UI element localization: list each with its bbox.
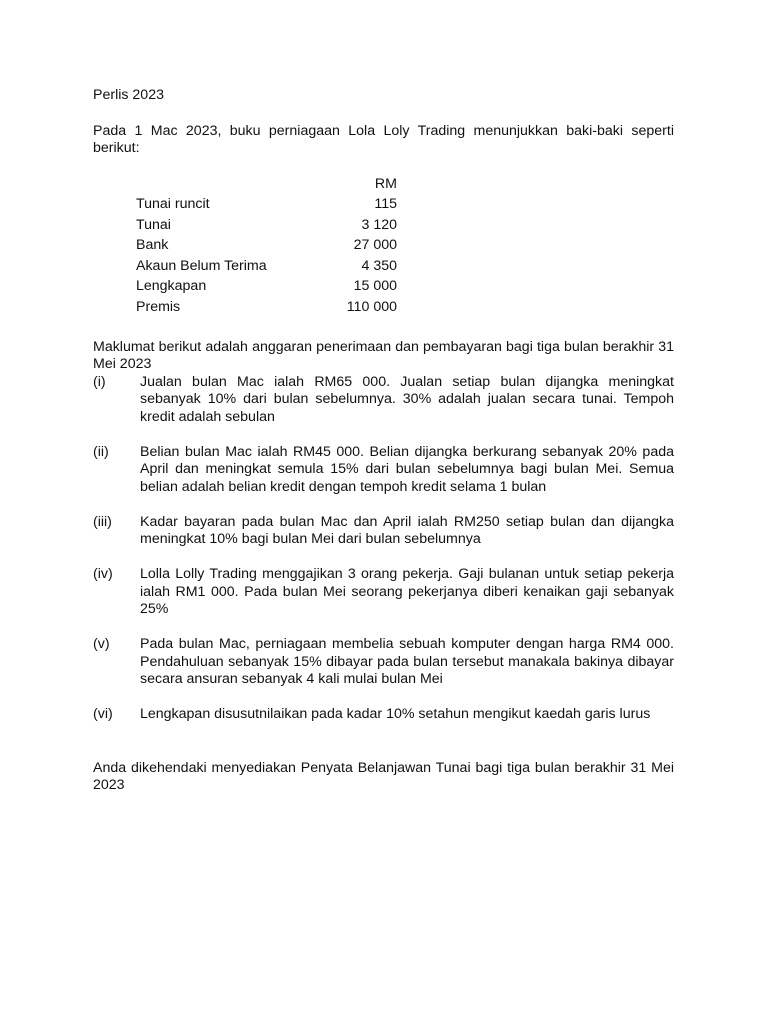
item-number: (i) [93,373,106,390]
list-item [93,514,674,549]
item-text: Belian bulan Mac ialah RM45 000. Belian dijangka berkurang sebanyak 20% pada April dan meningkat semula 15% dari bulan sebelumnya bagi bulan Mei. Semua belian adalah belian kredit dengan tempoh kredit selama 1 bulan [140,443,674,495]
currency-header: RM [374,175,397,192]
item-number: (iii) [93,513,112,530]
item-number: (ii) [93,443,109,460]
list-item [93,566,674,619]
closing-paragraph: Anda dikehendaki menyediakan Penyata Belanjawan Tunai bagi tiga bulan berakhir 31 Mei 2023 [93,759,674,794]
balance-label: Bank [136,237,169,254]
balance-amount: 4 350 [361,257,397,274]
balance-label: Tunai runcit [136,196,210,213]
balance-row [136,258,397,279]
balances-table [136,176,397,320]
balance-row [136,278,397,299]
balance-row [136,299,397,320]
item-number: (vi) [93,706,113,723]
balance-amount: 3 120 [361,216,397,233]
list-item [93,374,674,427]
balance-amount: 110 000 [346,299,397,316]
item-text: Jualan bulan Mac ialah RM65 000. Jualan setiap bulan dijangka meningkat sebanyak 10% dari bulan sebelumnya. 30% adalah jualan secara tunai. Tempoh kredit adalah sebulan [140,373,674,425]
balances-header-row [136,176,397,197]
balance-label: Tunai [136,216,171,233]
balance-label: Premis [136,299,181,316]
item-text: Pada bulan Mac, perniagaan membelia sebuah komputer dengan harga RM4 000. Pendahuluan sebanyak 15% dibayar pada bulan tersebut manakala bakinya dibayar secara ansuran sebanyak 4 kali mulai bulan Mei [140,636,674,688]
item-number: (v) [93,636,110,653]
item-number: (iv) [93,566,113,583]
balance-amount: 115 [374,196,397,213]
balance-amount: 15 000 [353,278,397,295]
document-title: Perlis 2023 [93,87,164,103]
intro-paragraph: Pada 1 Mac 2023, buku perniagaan Lola Loly Trading menunjukkan baki-baki seperti berikut: [93,122,674,156]
balance-row [136,217,397,238]
item-text: Kadar bayaran pada bulan Mac dan April ialah RM250 setiap bulan dan dijangka meningkat 10% bagi bulan Mei dari bulan sebelumnya [140,513,674,548]
list-item [93,444,674,497]
list-item [93,636,674,689]
balance-amount: 27 000 [353,237,397,254]
balance-label: Lengkapan [136,278,207,295]
item-text: Lengkapan disusutnilaikan pada kadar 10% setahun mengikut kaedah garis lurus [140,706,651,723]
balance-row [136,237,397,258]
balance-row [136,196,397,217]
document-page [93,87,674,795]
info-intro-paragraph: Maklumat berikut adalah anggaran penerimaan dan pembayaran bagi tiga bulan berakhir 31 Mei 2023 [93,338,674,373]
list-item [93,706,674,724]
balance-label: Akaun Belum Terima [136,257,267,274]
item-text: Lolla Lolly Trading menggajikan 3 orang pekerja. Gaji bulanan untuk setiap pekerja ialah RM1 000. Pada bulan Mei seorang pekerjanya diberi kenaikan gaji sebanyak 25% [140,566,674,618]
